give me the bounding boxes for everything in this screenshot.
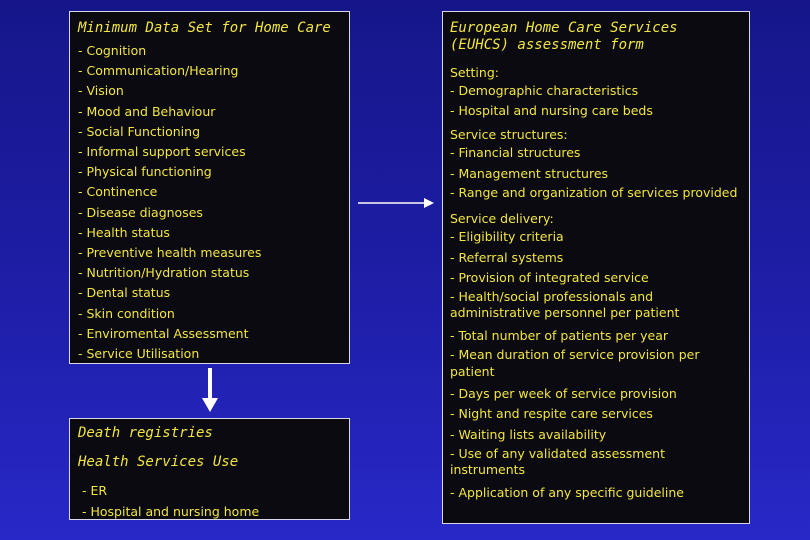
death-item: - ER (82, 483, 108, 498)
delivery-item: - Eligibility criteria (450, 229, 564, 245)
mds-item: - Vision (78, 83, 124, 99)
minimum-data-set-box (69, 11, 350, 364)
right-arrow-icon (358, 195, 434, 211)
delivery-item: - Referral systems (450, 249, 564, 265)
death-registries-title: Death registries (78, 425, 213, 441)
mds-item: - Physical functioning (78, 164, 212, 180)
service-structures-heading: Service structures: (450, 127, 568, 143)
euhcs-title: European Home Care Services (EUHCS) assessment form (450, 20, 678, 53)
mds-item: - Health status (78, 224, 170, 240)
mds-item: - Social Functioning (78, 123, 201, 139)
delivery-item: - Application of any specific guideline (450, 484, 684, 500)
euhcs-box (442, 11, 750, 524)
structures-item: - Management structures (450, 165, 609, 181)
mds-item: - Communication/Hearing (78, 63, 239, 79)
mds-item: - Informal support services (78, 144, 246, 160)
delivery-item: - Total number of patients per year (450, 327, 669, 343)
mds-item: - Nutrition/Hydration status (78, 265, 250, 281)
delivery-item: - Night and respite care services (450, 406, 653, 422)
delivery-item: - Provision of integrated service (450, 269, 649, 285)
structures-item: - Range and organization of services provided (450, 184, 738, 200)
death-item: - Hospital and nursing home (82, 504, 260, 519)
down-arrow-icon (202, 368, 218, 412)
setting-item: - Hospital and nursing care beds (450, 103, 653, 119)
mds-title: Minimum Data Set for Home Care (78, 20, 331, 36)
mds-item: - Continence (78, 184, 158, 200)
delivery-item: - Use of any validated assessment instruments (450, 445, 665, 478)
delivery-item: - Waiting lists availability (450, 426, 607, 442)
delivery-item: - Mean duration of service provision per patient (450, 347, 700, 379)
health-services-use-title: Health Services Use (78, 454, 239, 470)
mds-item: - Service Utilisation (78, 346, 200, 362)
mds-item: - Disease diagnoses (78, 204, 203, 220)
service-delivery-heading: Service delivery: (450, 211, 554, 227)
mds-item: - Preventive health measures (78, 245, 262, 261)
setting-item: - Demographic characteristics (450, 83, 639, 98)
mds-item: - Dental status (78, 285, 171, 301)
delivery-item: - Health/social professionals and administrative personnel per patient (450, 288, 680, 321)
mds-item: - Cognition (78, 43, 147, 58)
setting-heading: Setting: (450, 65, 499, 80)
structures-item: - Financial structures (450, 145, 581, 161)
mds-item: - Mood and Behaviour (78, 103, 216, 119)
delivery-item: - Days per week of service provision (450, 386, 677, 402)
mds-item: - Skin condition (78, 305, 175, 321)
death-registries-box (69, 418, 350, 520)
mds-item: - Enviromental Assessment (78, 325, 249, 341)
